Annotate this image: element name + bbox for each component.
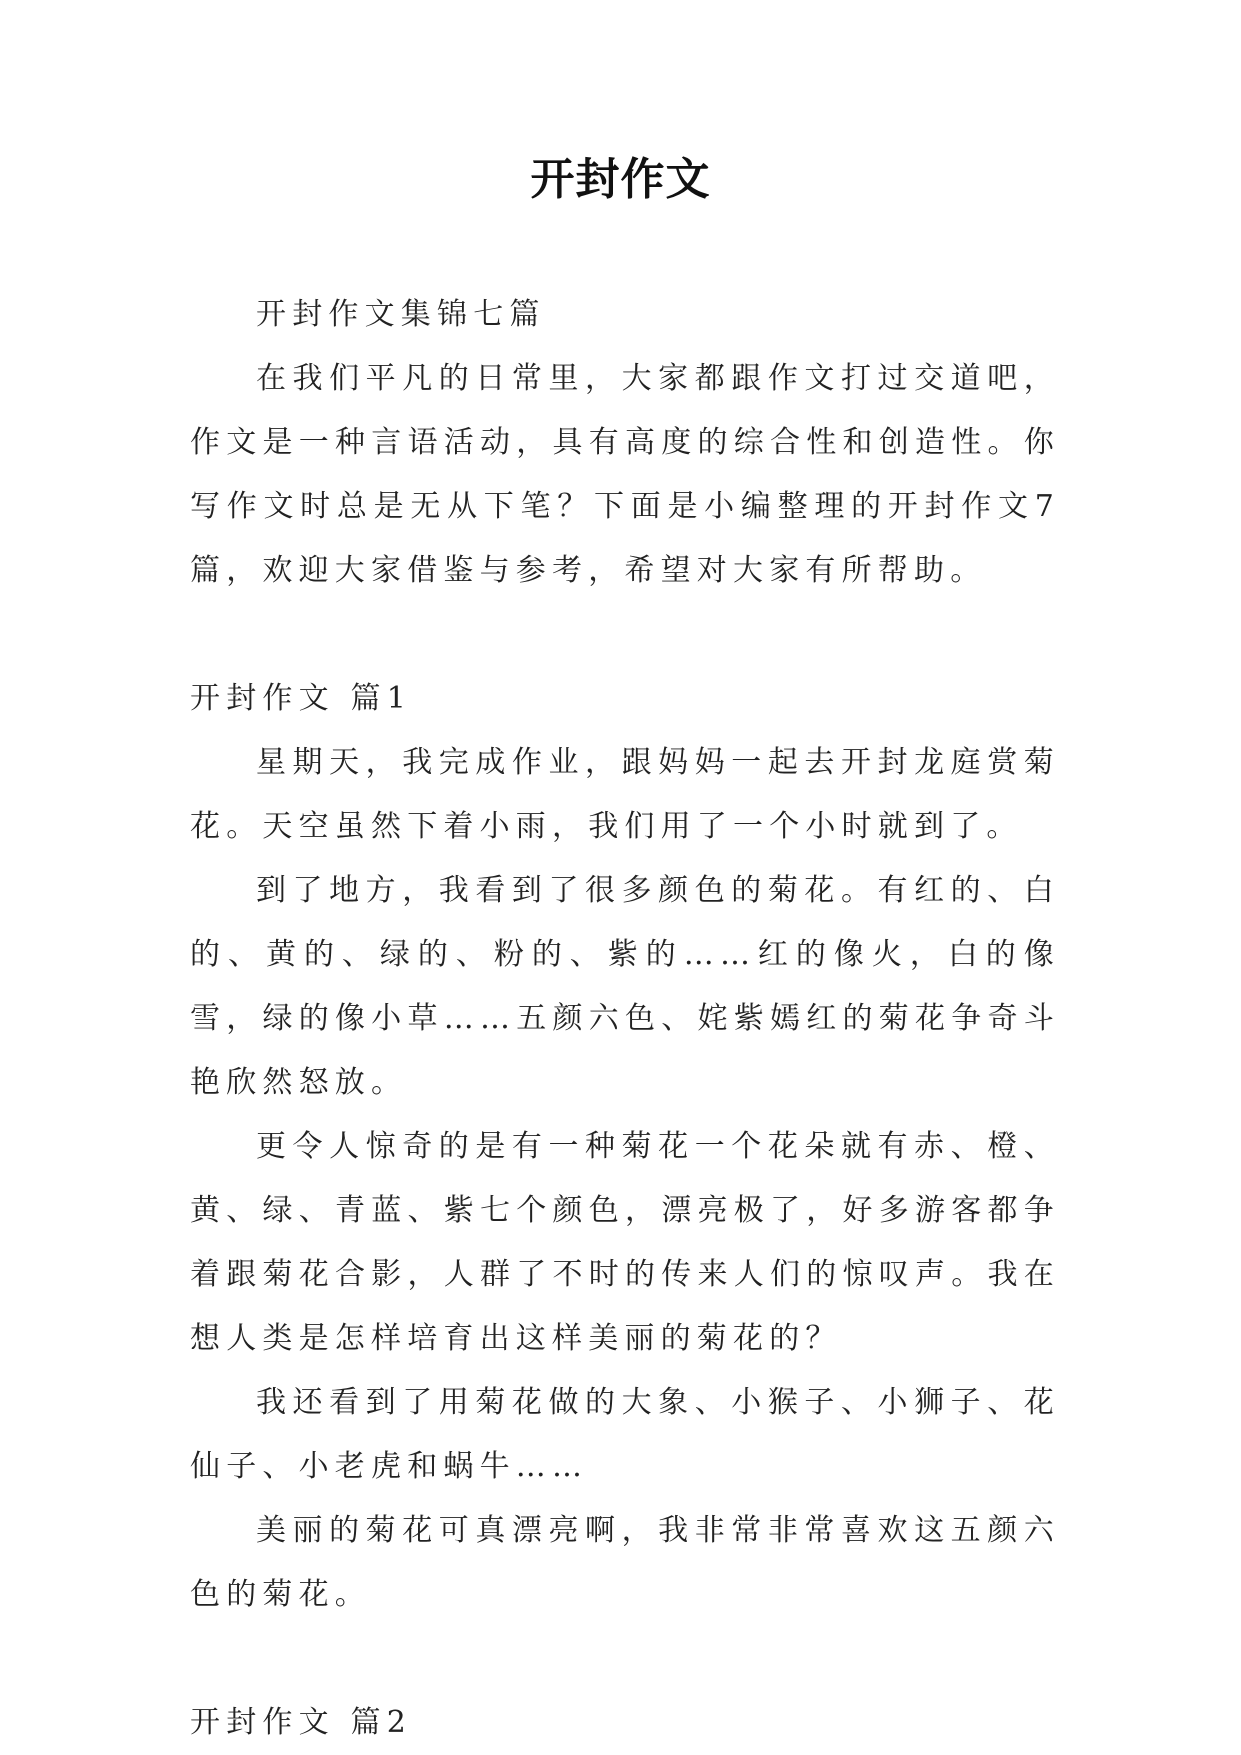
section-1-paragraph-5: 美丽的菊花可真漂亮啊，我非常非常喜欢这五颜六色的菊花。 — [190, 1513, 1060, 1612]
section-1-paragraph-1: 星期天，我完成作业，跟妈妈一起去开封龙庭赏菊花。天空虽然下着小雨，我们用了一个小时就到了。 — [190, 745, 1060, 844]
intro-paragraph: 在我们平凡的日常里，大家都跟作文打过交道吧，作文是一种言语活动，具有高度的综合性和创造性。你写作文时总是无从下笔？下面是小编整理的开封作文7篇，欢迎大家借鉴与参考，希望对大家有所帮助。 — [190, 361, 1060, 588]
page-title: 开封作文 — [530, 154, 711, 205]
section-1-paragraph-4: 我还看到了用菊花做的大象、小猴子、小狮子、花仙子、小老虎和蜗牛…… — [190, 1385, 1060, 1484]
section-heading-2: 开封作文 篇2 — [190, 1705, 413, 1740]
section-1-paragraph-3: 更令人惊奇的是有一种菊花一个花朵就有赤、橙、黄、绿、青蓝、紫七个颜色，漂亮极了，好多游客都争着跟菊花合影，人群了不时的传来人们的惊叹声。我在想人类是怎样培育出这样美丽的菊花的？ — [190, 1129, 1060, 1356]
section-1-paragraph-2: 到了地方，我看到了很多颜色的菊花。有红的、白的、黄的、绿的、粉的、紫的……红的像火，白的像雪，绿的像小草……五颜六色、姹紫嫣红的菊花争奇斗艳欣然怒放。 — [190, 873, 1060, 1100]
collection-subtitle: 开封作文集锦七篇 — [256, 297, 546, 332]
section-heading-1: 开封作文 篇1 — [190, 681, 413, 716]
document-body — [190, 283, 1060, 1755]
